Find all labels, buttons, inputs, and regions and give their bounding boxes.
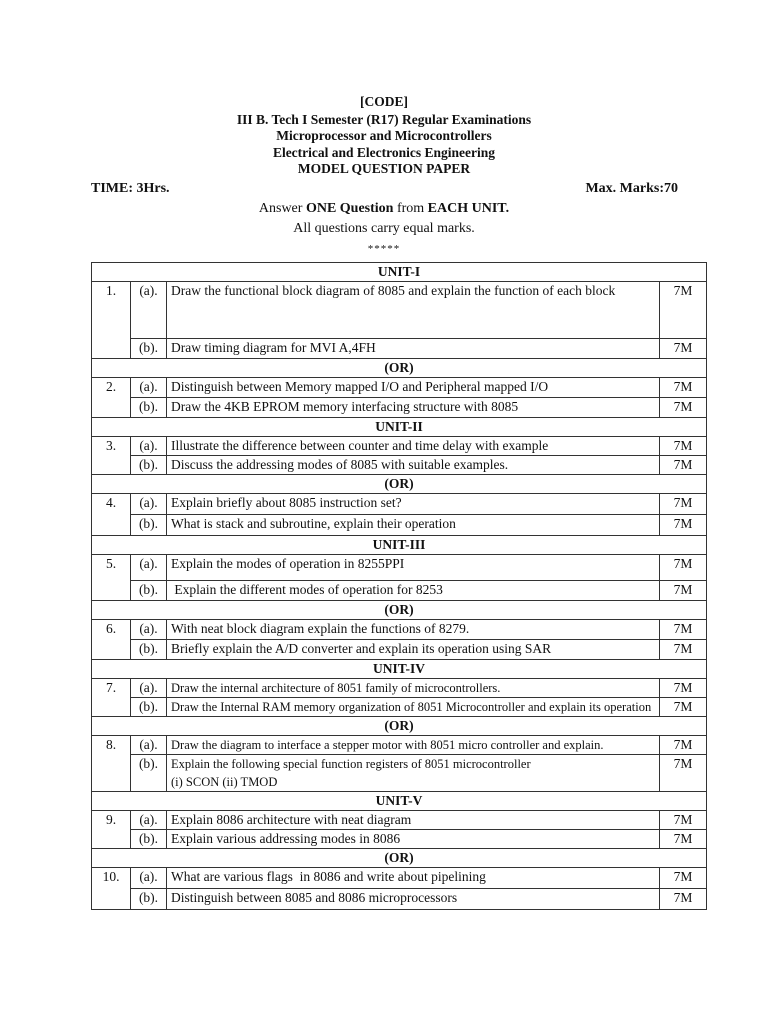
question-text: Draw the internal architecture of 8051 family of microcontrollers. [167,679,660,698]
question-text: Briefly explain the A/D converter and explain its operation using SAR [167,640,660,660]
question-number: 9. [92,811,131,849]
question-row [92,378,707,398]
question-text: Distinguish between Memory mapped I/O and Peripheral mapped I/O [167,378,660,398]
question-row [92,398,707,418]
question-text-line: (i) SCON (ii) TMOD [171,775,278,789]
marks: 7M [660,698,707,717]
marks: 7M [660,679,707,698]
department-title: Electrical and Electronics Engineering [272,145,496,160]
part-label: (b). [131,640,167,660]
question-text: Draw the functional block diagram of 8085 and explain the function of each block [167,282,660,339]
question-table [91,262,707,910]
part-label: (a). [131,282,167,339]
part-label: (b). [131,755,167,792]
marks: 7M [660,889,707,910]
marks: 7M [660,581,707,601]
question-row [92,555,707,581]
question-number: 6. [92,620,131,660]
question-number: 4. [92,494,131,536]
part-label: (b). [131,515,167,536]
max-marks-label: Max. Marks:70 [585,181,678,196]
question-text: Draw the Internal RAM memory organization of 8051 Microcontroller and explain its operation [167,698,660,717]
question-text: Draw timing diagram for MVI A,4FH [167,339,660,359]
or-separator: (OR) [92,849,707,868]
part-label: (a). [131,437,167,456]
part-label: (a). [131,679,167,698]
question-text: Explain the different modes of operation for 8253 [167,581,660,601]
question-row [92,640,707,660]
marks: 7M [660,640,707,660]
marks: 7M [660,398,707,418]
time-label: TIME: 3Hrs. [91,181,170,196]
question-text: Explain various addressing modes in 8086 [167,830,660,849]
question-text: Illustrate the difference between counter and time delay with example [167,437,660,456]
part-label: (b). [131,398,167,418]
or-separator: (OR) [92,717,707,736]
marks: 7M [660,282,707,339]
question-row [92,755,707,792]
question-text: Distinguish between 8085 and 8086 microprocessors [167,889,660,910]
question-row [92,698,707,717]
marks: 7M [660,339,707,359]
part-label: (b). [131,698,167,717]
marks: 7M [660,811,707,830]
part-label: (a). [131,555,167,581]
unit-header: UNIT-I [92,263,707,282]
instr-text-2: from [393,201,428,216]
question-text: What are various flags in 8086 and write about pipelining [167,868,660,889]
answer-instruction [0,201,768,217]
part-label: (a). [131,494,167,515]
part-label: (a). [131,736,167,755]
part-label: (b). [131,456,167,475]
question-row [92,811,707,830]
question-row [92,620,707,640]
question-number: 1. [92,282,131,359]
part-label: (a). [131,378,167,398]
question-text: Explain the modes of operation in 8255PPI [167,555,660,581]
exam-title: III B. Tech I Semester (R17) Regular Examinations [236,112,532,127]
question-row [92,456,707,475]
marks: 7M [660,378,707,398]
question-row [92,437,707,456]
question-text: With neat block diagram explain the functions of 8279. [167,620,660,640]
marks: 7M [660,755,707,792]
question-row [92,830,707,849]
marks: 7M [660,830,707,849]
question-number: 2. [92,378,131,418]
question-number: 8. [92,736,131,792]
part-label: (a). [131,620,167,640]
question-row [92,736,707,755]
unit-header: UNIT-III [92,536,707,555]
question-row [92,581,707,601]
unit-header: UNIT-II [92,418,707,437]
question-text: Discuss the addressing modes of 8085 with suitable examples. [167,456,660,475]
question-row [92,494,707,515]
instr-bold-1: ONE Question [305,201,394,216]
question-text: What is stack and subroutine, explain their operation [167,515,660,536]
question-text: Explain 8086 architecture with neat diagram [167,811,660,830]
question-row [92,339,707,359]
part-label: (a). [131,811,167,830]
question-row [92,282,707,339]
question-number: 7. [92,679,131,717]
question-text [167,755,660,792]
question-row [92,889,707,910]
marks: 7M [660,555,707,581]
paper-code: [CODE] [360,94,408,109]
marks: 7M [660,437,707,456]
marks: 7M [660,494,707,515]
part-label: (b). [131,581,167,601]
part-label: (b). [131,339,167,359]
question-text-line: Explain the following special function registers of 8051 microcontroller [171,757,531,771]
or-separator: (OR) [92,359,707,378]
marks: 7M [660,515,707,536]
instr-text-1: Answer [258,201,306,216]
marks: 7M [660,868,707,889]
subject-title: Microprocessor and Microcontrollers [276,128,492,143]
question-row [92,515,707,536]
or-separator: (OR) [92,601,707,620]
or-separator: (OR) [92,475,707,494]
part-label: (b). [131,889,167,910]
marks: 7M [660,620,707,640]
unit-header: UNIT-IV [92,660,707,679]
question-number: 3. [92,437,131,475]
question-number: 10. [92,868,131,910]
marks: 7M [660,456,707,475]
question-row [92,868,707,889]
marks-instruction: All questions carry equal marks. [293,221,475,236]
question-number: 5. [92,555,131,601]
part-label: (b). [131,830,167,849]
question-row [92,679,707,698]
question-text: Explain briefly about 8085 instruction set? [167,494,660,515]
separator-stars: ***** [367,243,401,255]
part-label: (a). [131,868,167,889]
paper-type: MODEL QUESTION PAPER [297,161,471,176]
instr-bold-2: EACH UNIT. [427,201,510,216]
question-text: Draw the diagram to interface a stepper motor with 8051 micro controller and explain. [167,736,660,755]
marks: 7M [660,736,707,755]
question-text: Draw the 4KB EPROM memory interfacing structure with 8085 [167,398,660,418]
unit-header: UNIT-V [92,792,707,811]
